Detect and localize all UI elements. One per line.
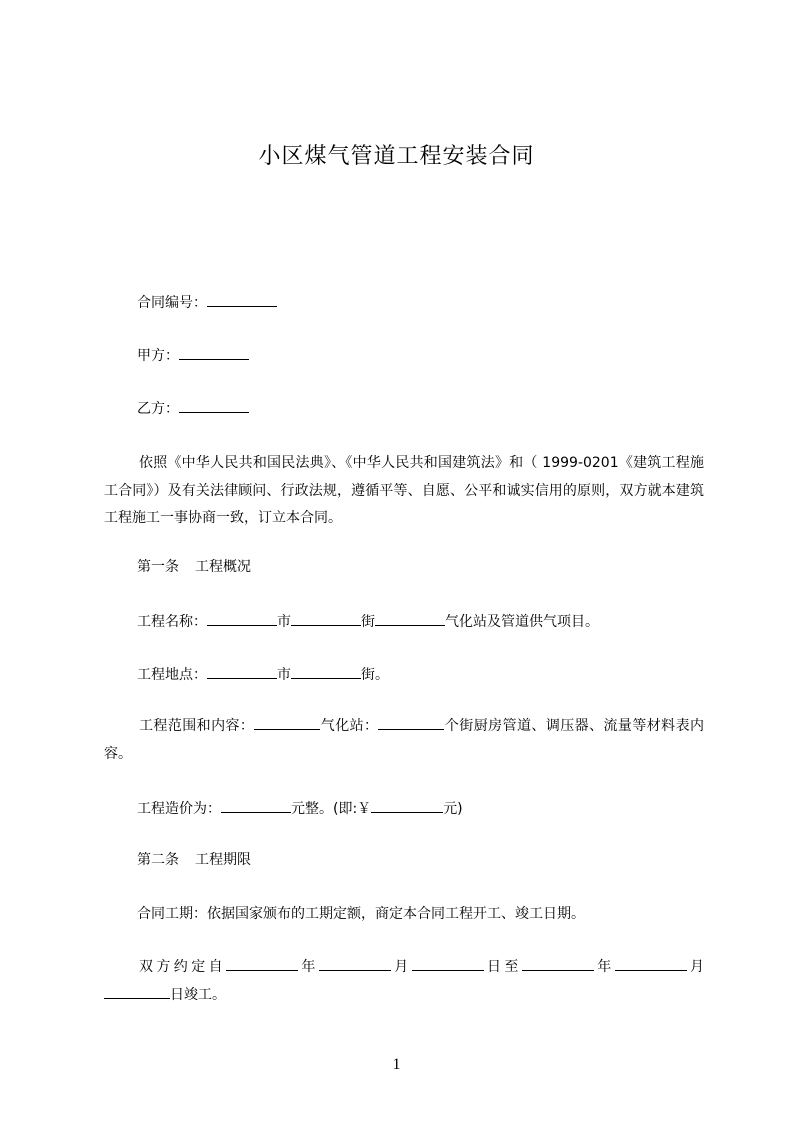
cost-words-blank[interactable]: [221, 798, 291, 813]
end-year-text: 年: [593, 959, 615, 975]
end-month-text: 月: [686, 959, 705, 975]
project-location-line: [137, 664, 389, 685]
project-city-blank[interactable]: [207, 611, 277, 626]
scope-blank-1[interactable]: [254, 715, 320, 730]
project-location-label: 工程地点：: [137, 667, 207, 683]
project-item-blank[interactable]: [375, 611, 445, 626]
contract-number-label: 合同编号：: [137, 295, 207, 311]
agreement-end-text: 日竣工。: [170, 986, 226, 1003]
page-number: 1: [392, 1056, 401, 1073]
article-1-title: 工程概况: [195, 559, 251, 575]
preamble-paragraph: 依照《中华人民共和国民法典》、《中华人民共和国建筑法》和（ 1999-0201《建筑工程施工合同》）及有关法律顾问、行政法规，遵循平等、自愿、公平和诚实信用的原则，双方就本建筑工程施工一事协商一致，订立本合同。: [104, 455, 704, 526]
end-year-blank[interactable]: [522, 956, 594, 971]
end-month-blank[interactable]: [615, 956, 687, 971]
project-name-line: [137, 611, 599, 632]
project-street-blank[interactable]: [291, 611, 361, 626]
cost-mid-text: 元整。(即:￥: [291, 801, 372, 817]
article-2-heading: [137, 850, 251, 870]
start-day-blank[interactable]: [412, 956, 484, 971]
party-a-blank[interactable]: [179, 345, 249, 360]
start-day-to-text: 日至: [483, 959, 522, 975]
scope-station-text: 气化站：: [320, 718, 379, 734]
contract-duration-line: 合同工期：依据国家颁布的工期定额，商定本合同工程开工、竣工日期。: [137, 906, 585, 922]
project-scope-paragraph: [104, 713, 704, 768]
project-street-text: 街: [361, 614, 375, 630]
party-b-blank[interactable]: [179, 398, 249, 413]
party-b-line: [137, 398, 249, 419]
project-city-text: 市: [277, 614, 291, 630]
article-2-number: 第二条: [137, 852, 179, 868]
project-cost-line: [137, 798, 463, 819]
contract-number-line: [137, 292, 277, 313]
project-name-label: 工程名称：: [137, 614, 207, 630]
article-1-number: 第一条: [137, 559, 179, 575]
end-day-blank[interactable]: [104, 984, 170, 999]
cost-end-text: 元): [443, 801, 463, 817]
location-street-text: 街。: [361, 667, 389, 683]
article-1-heading: [137, 557, 251, 577]
document-title: 小区煤气管道工程安装合同: [258, 144, 535, 169]
contract-number-blank[interactable]: [207, 292, 277, 307]
location-street-blank[interactable]: [291, 664, 361, 679]
project-name-suffix: 气化站及管道供气项目。: [445, 614, 599, 630]
article-2-title: 工程期限: [195, 852, 251, 868]
party-a-label: 甲方：: [137, 348, 179, 364]
project-scope-label: 工程范围和内容：: [139, 718, 255, 734]
cost-amount-blank[interactable]: [371, 798, 443, 813]
party-a-line: [137, 345, 249, 366]
start-month-blank[interactable]: [319, 956, 391, 971]
location-city-text: 市: [277, 667, 291, 683]
party-b-label: 乙方：: [137, 401, 179, 417]
scope-blank-2[interactable]: [378, 715, 444, 730]
scope-rest-text: 个街厨房管道、调压器、流量等材料表内容。: [104, 718, 705, 762]
location-city-blank[interactable]: [207, 664, 277, 679]
agreement-paragraph: [104, 954, 704, 1009]
project-cost-label: 工程造价为：: [137, 801, 221, 817]
start-year-blank[interactable]: [226, 956, 298, 971]
start-month-text: 月: [390, 959, 412, 975]
agreement-prefix: 双方约定自: [139, 959, 226, 975]
start-year-text: 年: [298, 959, 319, 975]
